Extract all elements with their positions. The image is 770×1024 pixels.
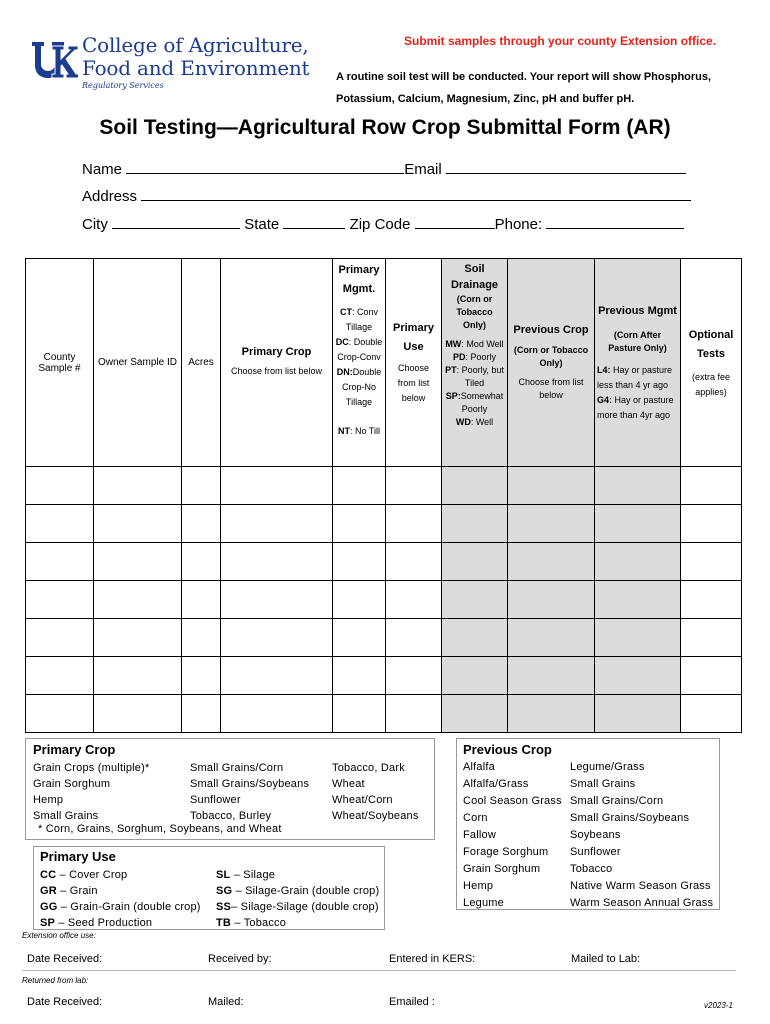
entry-cell[interactable] (681, 695, 742, 733)
submit-note: Submit samples through your county Extension office. (404, 34, 717, 48)
entry-cell[interactable] (386, 505, 442, 543)
logo-line-2: Food and Environment (82, 56, 310, 80)
list-item: Soybeans (570, 829, 621, 841)
list-item: Small Grains (570, 778, 636, 790)
list-item (40, 867, 201, 883)
use-label: – Cover Crop (56, 869, 128, 881)
entry-cell[interactable] (595, 619, 681, 657)
mgmt-ct-code: CT (339, 307, 352, 317)
entry-cell[interactable] (333, 657, 386, 695)
entry-cell[interactable] (333, 581, 386, 619)
entry-cell[interactable] (333, 505, 386, 543)
use-code: GR (40, 885, 57, 897)
use-label: – Silage (230, 869, 276, 881)
previous-crop-label: Previous Crop (513, 323, 589, 336)
previous-crop-note: (Corn or Tobacco Only) (513, 344, 589, 368)
list-item: Tobacco, Dark (332, 762, 405, 774)
use-label: – Grain-Grain (double crop) (57, 901, 201, 913)
entry-cell[interactable] (386, 695, 442, 733)
entry-cell[interactable] (508, 505, 595, 543)
entry-cell[interactable] (26, 657, 94, 695)
received-by-label: Received by: (208, 953, 272, 965)
entry-cell[interactable] (333, 619, 386, 657)
entry-cell[interactable] (442, 619, 508, 657)
list-item: Small Grains/Corn (570, 795, 664, 807)
previous-crop-list-title: Previous Crop (463, 742, 552, 757)
list-item: Corn (463, 812, 488, 824)
table-row (26, 505, 742, 543)
primary-crop-list (25, 738, 435, 840)
entry-cell[interactable] (386, 543, 442, 581)
use-code: GG (40, 901, 58, 913)
primary-mgmt-label: Primary Mgmt. (338, 264, 380, 295)
list-item: Alfalfa/Grass (463, 778, 529, 790)
previous-crop-sub: Choose from list below (518, 376, 584, 400)
entry-cell[interactable] (221, 695, 333, 733)
logo-subtitle: Regulatory Services (82, 81, 164, 90)
entry-cell[interactable] (94, 543, 182, 581)
mgmt-nt-code: NT (337, 426, 350, 436)
pm-g4-code: G4: (597, 395, 613, 405)
version-label: v2023-1 (704, 1001, 733, 1010)
table-row (26, 581, 742, 619)
entry-cell[interactable] (182, 467, 221, 505)
mgmt-dn: Double Crop-No Tillage (341, 367, 382, 407)
list-item (216, 883, 379, 899)
list-item: Sunflower (570, 846, 621, 858)
date-received-2-label: Date Received: (27, 996, 103, 1008)
previous-crop-col1 (463, 759, 562, 912)
list-item: Alfalfa (463, 761, 495, 773)
primary-crop-list-title: Primary Crop (33, 742, 116, 757)
primary-crop-label: Primary Crop (241, 346, 312, 358)
list-item: Wheat/Soybeans (332, 810, 419, 822)
list-item: Wheat/Corn (332, 794, 393, 806)
list-item: Legume (463, 897, 504, 909)
emailed-label: Emailed : (389, 996, 435, 1008)
list-item (216, 899, 379, 915)
list-item: Forage Sorghum (463, 846, 549, 858)
entry-cell[interactable] (595, 467, 681, 505)
drain-pt-code: PT (445, 365, 457, 375)
list-item: Sunflower (190, 794, 241, 806)
entry-cell[interactable] (182, 619, 221, 657)
entry-cell[interactable] (595, 581, 681, 619)
primary-use-label: Primary Use (393, 322, 434, 353)
state-label: State (244, 216, 280, 233)
form-title: Soil Testing—Agricultural Row Crop Submittal Form (AR) (99, 116, 671, 139)
primary-crop-col3 (332, 760, 419, 824)
entry-cell[interactable] (386, 581, 442, 619)
soil-drainage-label: Soil Drainage (450, 263, 499, 291)
previous-mgmt-label: Previous Mgmt (598, 305, 677, 317)
list-item (40, 899, 201, 915)
entry-cell[interactable] (26, 505, 94, 543)
primary-crop-footnote: * Corn, Grains, Sorghum, Soybeans, and Wheat (38, 823, 282, 835)
primary-mgmt-header (333, 259, 386, 467)
list-item: Warm Season Annual Grass (570, 897, 714, 909)
list-item: Small Grains/Soybeans (190, 778, 310, 790)
acres-header: Acres (182, 259, 221, 467)
mgmt-nt: : No Till (349, 426, 380, 436)
table-row (26, 543, 742, 581)
list-item: Fallow (463, 829, 496, 841)
uk-logo-icon (30, 38, 78, 82)
address-label: Address (82, 188, 138, 205)
phone-input[interactable] (546, 215, 684, 229)
soil-drainage-header (442, 259, 508, 467)
entry-cell[interactable] (508, 543, 595, 581)
list-item (40, 883, 201, 899)
entry-cell[interactable] (386, 467, 442, 505)
use-label: – Grain (56, 885, 98, 897)
entry-cell[interactable] (333, 467, 386, 505)
primary-use-col1 (40, 867, 201, 931)
drain-wd: : Well (470, 417, 494, 427)
list-item: Tobacco, Burley (190, 810, 272, 822)
entry-cell[interactable] (442, 581, 508, 619)
primary-crop-header (221, 259, 333, 467)
entry-cell[interactable] (681, 657, 742, 695)
primary-crop-col2 (190, 760, 309, 824)
list-item: Grain Sorghum (33, 778, 111, 790)
entry-cell[interactable] (26, 619, 94, 657)
city-row (82, 215, 684, 233)
use-code: SL (216, 869, 231, 881)
email-input[interactable] (446, 160, 686, 174)
entry-cell[interactable] (26, 695, 94, 733)
sample-table (25, 258, 742, 733)
entry-cell[interactable] (333, 695, 386, 733)
address-input[interactable] (141, 187, 691, 201)
table-row (26, 467, 742, 505)
table-row (26, 619, 742, 657)
entry-cell[interactable] (442, 505, 508, 543)
entry-cell[interactable] (681, 581, 742, 619)
entry-cell[interactable] (221, 581, 333, 619)
optional-tests-header (681, 259, 742, 467)
entry-cell[interactable] (508, 467, 595, 505)
entry-cell[interactable] (333, 543, 386, 581)
entry-cell[interactable] (221, 543, 333, 581)
previous-crop-col2 (570, 759, 713, 912)
list-item: Small Grains/Corn (190, 762, 284, 774)
pm-l4-code: L4: (597, 365, 611, 375)
previous-crop-header (508, 259, 595, 467)
routine-test-note: A routine soil test will be conducted. Your report will show Phosphorus, Potassium, Calcium, Magnesium, Zinc, pH and buffer pH. (336, 71, 712, 105)
use-label: – Silage-Silage (double crop) (231, 901, 379, 913)
use-label: – Seed Production (55, 917, 153, 929)
use-label: – Silage-Grain (double crop) (232, 885, 380, 897)
use-label: – Tobacco (231, 917, 287, 929)
drain-sp: Somewhat Poorly (460, 391, 504, 414)
extension-use-label: Extension office use: (22, 931, 96, 940)
primary-use-list (33, 846, 385, 930)
state-input[interactable] (283, 215, 345, 229)
drain-pd: : Poorly (465, 352, 497, 362)
table-row (26, 657, 742, 695)
list-item: Cool Season Grass (463, 795, 562, 807)
list-item: Native Warm Season Grass (570, 880, 711, 892)
primary-crop-col1 (33, 760, 149, 824)
list-item: Legume/Grass (570, 761, 645, 773)
entry-cell[interactable] (182, 695, 221, 733)
entry-cell[interactable] (26, 581, 94, 619)
list-item: Wheat (332, 778, 365, 790)
returned-from-lab-label: Returned from lab: (22, 976, 89, 985)
drain-pt: : Poorly, but Tiled (456, 365, 504, 388)
primary-use-list-title: Primary Use (40, 849, 116, 864)
use-code: SS (216, 901, 232, 913)
entry-cell[interactable] (221, 505, 333, 543)
entry-cell[interactable] (386, 657, 442, 695)
drain-pd-code: PD (452, 352, 466, 362)
entry-cell[interactable] (442, 657, 508, 695)
entry-cell[interactable] (508, 695, 595, 733)
entry-cell[interactable] (182, 581, 221, 619)
entry-cell[interactable] (595, 543, 681, 581)
entry-cell[interactable] (182, 657, 221, 695)
list-item: Grain Sorghum (463, 863, 541, 875)
entry-cell[interactable] (94, 695, 182, 733)
list-item: Grain Crops (multiple)* (33, 762, 150, 774)
entry-cell[interactable] (221, 657, 333, 695)
entry-cell[interactable] (508, 619, 595, 657)
city-input[interactable] (112, 215, 240, 229)
mgmt-ct: : Conv Tillage (345, 307, 378, 332)
list-item: Small Grains (33, 810, 99, 822)
drain-sp-code: SP: (445, 391, 461, 401)
drain-mw-code: MW (445, 339, 462, 349)
list-item: Hemp (463, 880, 494, 892)
address-row (82, 187, 691, 205)
pm-g4: Hay or pasture more than 4yr ago (597, 395, 674, 420)
entry-cell[interactable] (94, 581, 182, 619)
entry-cell[interactable] (681, 505, 742, 543)
list-item: Small Grains/Soybeans (570, 812, 690, 824)
use-code: TB (216, 917, 232, 929)
name-input[interactable] (126, 160, 404, 174)
optional-tests-note: (extra fee applies) (691, 371, 731, 397)
date-received-label: Date Received: (27, 953, 103, 965)
zip-label: Zip Code (349, 216, 411, 233)
mgmt-dn-code: DN: (336, 367, 353, 377)
name-email-row (82, 160, 686, 178)
name-label: Name (82, 161, 123, 178)
owner-sample-header: Owner Sample ID (94, 259, 182, 467)
entry-cell[interactable] (182, 505, 221, 543)
entry-cell[interactable] (442, 467, 508, 505)
entry-cell[interactable] (595, 505, 681, 543)
entry-cell[interactable] (26, 543, 94, 581)
previous-mgmt-note: (Corn After Pasture Only) (608, 330, 667, 353)
table-row (26, 695, 742, 733)
entry-cell[interactable] (26, 467, 94, 505)
previous-crop-list (456, 738, 720, 910)
list-item: Hemp (33, 794, 64, 806)
list-item: Tobacco (570, 863, 613, 875)
entry-cell[interactable] (94, 505, 182, 543)
phone-label: Phone: (494, 216, 543, 233)
optional-tests-label: Optional Tests (688, 328, 734, 360)
entry-cell[interactable] (681, 543, 742, 581)
entry-cell[interactable] (386, 619, 442, 657)
entry-cell[interactable] (221, 467, 333, 505)
county-sample-header: County Sample # (26, 259, 94, 467)
uk-logo (30, 33, 320, 94)
entry-cell[interactable] (94, 657, 182, 695)
mailed-label: Mailed: (208, 996, 244, 1008)
entry-cell[interactable] (508, 657, 595, 695)
primary-use-col2 (216, 867, 379, 931)
entry-cell[interactable] (508, 581, 595, 619)
list-item (216, 867, 379, 883)
previous-mgmt-header (595, 259, 681, 467)
primary-use-header (386, 259, 442, 467)
email-label: Email (404, 161, 442, 178)
entry-cell[interactable] (681, 619, 742, 657)
entry-cell[interactable] (595, 695, 681, 733)
mgmt-dc-code: DC (335, 337, 349, 347)
zip-input[interactable] (415, 215, 495, 229)
list-item (216, 915, 379, 931)
city-label: City (82, 216, 108, 233)
entry-cell[interactable] (595, 657, 681, 695)
entry-cell[interactable] (94, 467, 182, 505)
footer-divider (22, 970, 736, 971)
mailed-to-lab-label: Mailed to Lab: (571, 953, 641, 965)
entry-cell[interactable] (94, 619, 182, 657)
pm-l4: Hay or pasture less than 4 yr ago (597, 365, 673, 390)
use-code: CC (40, 869, 57, 881)
drain-wd-code: WD (455, 417, 471, 427)
primary-crop-sub: Choose from list below (230, 366, 323, 376)
drain-mw: : Mod Well (461, 339, 504, 349)
use-code: SG (216, 885, 233, 897)
logo-line-1: College of Agriculture, (82, 33, 309, 57)
entry-cell[interactable] (442, 695, 508, 733)
drainage-note: (Corn or Tobacco Only) (456, 294, 493, 330)
entry-cell[interactable] (442, 543, 508, 581)
entry-cell[interactable] (182, 543, 221, 581)
primary-use-sub: Choose from list below (397, 363, 430, 403)
entry-cell[interactable] (221, 619, 333, 657)
entry-cell[interactable] (681, 467, 742, 505)
entered-kers-label: Entered in KERS: (389, 953, 476, 965)
list-item (40, 915, 201, 931)
mgmt-dc: : Double Crop-Conv (337, 337, 383, 362)
use-code: SP (40, 917, 56, 929)
table-header-row (26, 259, 742, 467)
